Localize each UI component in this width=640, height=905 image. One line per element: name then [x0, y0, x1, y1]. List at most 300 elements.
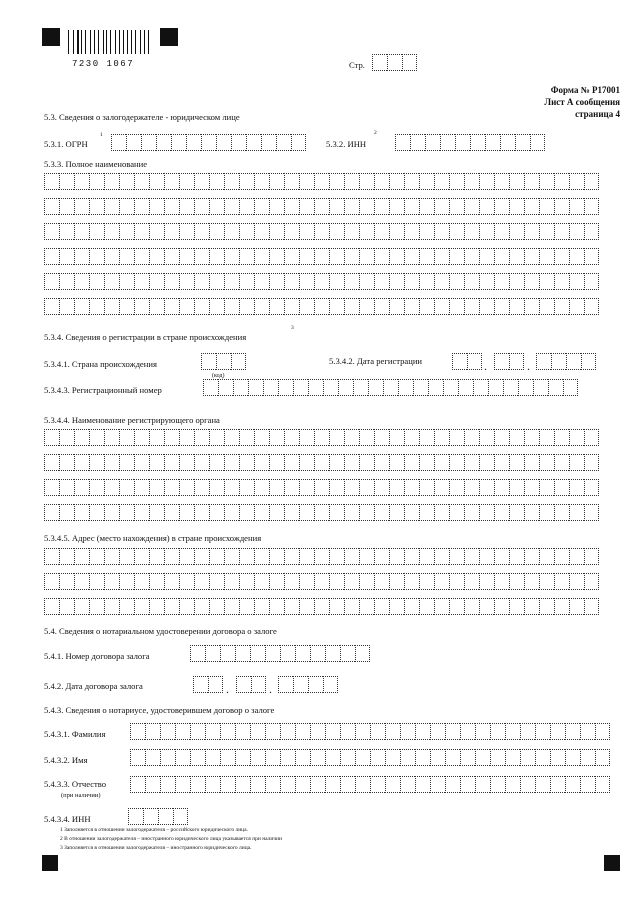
input-cell[interactable]	[74, 248, 89, 265]
input-cell[interactable]	[220, 645, 235, 662]
input-row[interactable]	[44, 598, 599, 615]
input-cell[interactable]	[239, 198, 254, 215]
input-cell[interactable]	[359, 198, 374, 215]
input-cell[interactable]	[44, 573, 59, 590]
input-cell[interactable]	[149, 454, 164, 471]
input-cell[interactable]	[269, 573, 284, 590]
input-cell[interactable]	[119, 273, 134, 290]
input-cell[interactable]	[458, 379, 473, 396]
input-cell[interactable]	[434, 248, 449, 265]
input-cell[interactable]	[494, 248, 509, 265]
input-cell[interactable]	[464, 273, 479, 290]
input-cell[interactable]	[449, 248, 464, 265]
input-cell[interactable]	[460, 723, 475, 740]
input-cell[interactable]	[130, 776, 145, 793]
input-cell[interactable]	[209, 298, 224, 315]
input-cell[interactable]	[374, 248, 389, 265]
input-cell[interactable]	[449, 223, 464, 240]
input-cell[interactable]	[44, 298, 59, 315]
input-cell[interactable]	[160, 776, 175, 793]
input-cell[interactable]	[569, 223, 584, 240]
input-cell[interactable]	[344, 598, 359, 615]
input-cell[interactable]	[194, 479, 209, 496]
input-cell[interactable]	[224, 429, 239, 446]
input-cell[interactable]	[314, 223, 329, 240]
input-cell[interactable]	[250, 749, 265, 766]
input-cell[interactable]	[509, 429, 524, 446]
input-cell[interactable]	[372, 54, 387, 71]
input-cell[interactable]	[263, 379, 278, 396]
input-cell[interactable]	[488, 379, 503, 396]
input-cell[interactable]	[179, 504, 194, 521]
input-cell[interactable]	[359, 298, 374, 315]
input-cell[interactable]	[340, 776, 355, 793]
input-cell[interactable]	[235, 749, 250, 766]
input-cell[interactable]	[89, 479, 104, 496]
input-cell[interactable]	[415, 723, 430, 740]
input-cell[interactable]	[209, 223, 224, 240]
input-cell[interactable]	[239, 173, 254, 190]
input-cell[interactable]	[355, 776, 370, 793]
input-cell[interactable]	[584, 173, 599, 190]
input-cell[interactable]	[119, 573, 134, 590]
input-cell[interactable]	[280, 776, 295, 793]
input-cell[interactable]	[239, 548, 254, 565]
input-cell[interactable]	[156, 134, 171, 151]
input-cell[interactable]	[299, 298, 314, 315]
input-row[interactable]	[44, 504, 599, 521]
input-cell[interactable]	[494, 573, 509, 590]
input-cell[interactable]	[554, 223, 569, 240]
input-cell[interactable]	[569, 273, 584, 290]
input-cell[interactable]	[74, 198, 89, 215]
input-cell[interactable]	[149, 173, 164, 190]
input-cell[interactable]	[464, 173, 479, 190]
input-cell[interactable]	[387, 54, 402, 71]
input-cell[interactable]	[224, 173, 239, 190]
input-cell[interactable]	[179, 573, 194, 590]
input-cell[interactable]	[509, 504, 524, 521]
input-cell[interactable]	[239, 573, 254, 590]
input-cell[interactable]	[111, 134, 126, 151]
input-cell[interactable]	[269, 223, 284, 240]
input-cell[interactable]	[569, 429, 584, 446]
input-cell[interactable]	[359, 598, 374, 615]
input-cell[interactable]	[314, 504, 329, 521]
input-cell[interactable]	[479, 573, 494, 590]
input-cell[interactable]	[344, 454, 359, 471]
input-cell[interactable]	[89, 223, 104, 240]
input-cell[interactable]	[548, 379, 563, 396]
input-cell[interactable]	[251, 676, 266, 693]
input-cell[interactable]	[449, 548, 464, 565]
input-cell[interactable]	[299, 173, 314, 190]
input-row[interactable]	[44, 223, 599, 240]
input-cell[interactable]	[164, 198, 179, 215]
input-cell[interactable]	[314, 298, 329, 315]
input-cell[interactable]	[494, 429, 509, 446]
input-cell[interactable]	[104, 573, 119, 590]
input-cell[interactable]	[194, 273, 209, 290]
input-cell[interactable]	[419, 598, 434, 615]
input-cell[interactable]	[569, 504, 584, 521]
input-cell[interactable]	[190, 645, 205, 662]
input-cell[interactable]	[179, 548, 194, 565]
input-cell[interactable]	[385, 749, 400, 766]
input-cell[interactable]	[505, 776, 520, 793]
input-cell[interactable]	[224, 598, 239, 615]
input-cell[interactable]	[179, 223, 194, 240]
input-cell[interactable]	[205, 723, 220, 740]
input-cell[interactable]	[149, 504, 164, 521]
input-cell[interactable]	[160, 723, 175, 740]
input-cell[interactable]	[145, 749, 160, 766]
input-cell[interactable]	[554, 173, 569, 190]
input-cell[interactable]	[158, 808, 173, 825]
input-cell[interactable]	[595, 749, 610, 766]
input-cell[interactable]	[299, 223, 314, 240]
input-cell[interactable]	[368, 379, 383, 396]
input-cell[interactable]	[329, 248, 344, 265]
input-cell[interactable]	[584, 454, 599, 471]
input-cell[interactable]	[284, 248, 299, 265]
input-cell[interactable]	[410, 134, 425, 151]
input-cell[interactable]	[278, 676, 293, 693]
input-cell[interactable]	[74, 504, 89, 521]
input-cell[interactable]	[344, 573, 359, 590]
input-cell[interactable]	[194, 573, 209, 590]
input-cell[interactable]	[485, 134, 500, 151]
input-cell[interactable]	[584, 429, 599, 446]
input-cell[interactable]	[539, 223, 554, 240]
input-cell[interactable]	[434, 298, 449, 315]
input-cell[interactable]	[539, 248, 554, 265]
input-cell[interactable]	[509, 198, 524, 215]
input-cell[interactable]	[449, 504, 464, 521]
input-cell[interactable]	[509, 248, 524, 265]
input-cell[interactable]	[89, 504, 104, 521]
input-cell[interactable]	[434, 598, 449, 615]
input-cell[interactable]	[190, 749, 205, 766]
input-cell[interactable]	[329, 573, 344, 590]
input-cell[interactable]	[216, 134, 231, 151]
input-cell[interactable]	[194, 598, 209, 615]
input-row[interactable]	[44, 198, 599, 215]
input-cell[interactable]	[74, 298, 89, 315]
input-cell[interactable]	[104, 548, 119, 565]
input-cell[interactable]	[449, 454, 464, 471]
input-cell[interactable]	[434, 273, 449, 290]
input-cell[interactable]	[299, 273, 314, 290]
input-cell[interactable]	[584, 248, 599, 265]
input-cell[interactable]	[59, 198, 74, 215]
input-cell[interactable]	[254, 598, 269, 615]
input-cell[interactable]	[134, 598, 149, 615]
input-cell[interactable]	[314, 429, 329, 446]
input-cell[interactable]	[355, 723, 370, 740]
input-cell[interactable]	[104, 198, 119, 215]
input-cell[interactable]	[404, 198, 419, 215]
input-cell[interactable]	[374, 223, 389, 240]
input-cell[interactable]	[569, 298, 584, 315]
input-cell[interactable]	[224, 298, 239, 315]
input-row[interactable]	[44, 454, 599, 471]
input-cell[interactable]	[490, 749, 505, 766]
input-cell[interactable]	[455, 134, 470, 151]
input-cell[interactable]	[314, 198, 329, 215]
registration-date-month-field[interactable]	[494, 353, 524, 370]
input-cell[interactable]	[130, 749, 145, 766]
input-cell[interactable]	[179, 598, 194, 615]
input-cell[interactable]	[74, 273, 89, 290]
input-cell[interactable]	[344, 504, 359, 521]
input-cell[interactable]	[164, 173, 179, 190]
input-cell[interactable]	[44, 479, 59, 496]
input-cell[interactable]	[355, 645, 370, 662]
input-cell[interactable]	[554, 548, 569, 565]
input-cell[interactable]	[164, 548, 179, 565]
input-cell[interactable]	[314, 273, 329, 290]
input-cell[interactable]	[265, 776, 280, 793]
input-cell[interactable]	[569, 173, 584, 190]
input-cell[interactable]	[218, 379, 233, 396]
input-cell[interactable]	[179, 198, 194, 215]
input-row[interactable]	[44, 298, 599, 315]
input-cell[interactable]	[430, 776, 445, 793]
notary-inn-field[interactable]	[128, 808, 188, 825]
input-cell[interactable]	[475, 776, 490, 793]
input-cell[interactable]	[353, 379, 368, 396]
input-cell[interactable]	[494, 223, 509, 240]
input-cell[interactable]	[479, 548, 494, 565]
input-cell[interactable]	[440, 134, 455, 151]
input-cell[interactable]	[239, 504, 254, 521]
input-cell[interactable]	[434, 548, 449, 565]
input-cell[interactable]	[89, 454, 104, 471]
input-cell[interactable]	[299, 479, 314, 496]
input-cell[interactable]	[134, 504, 149, 521]
input-cell[interactable]	[149, 573, 164, 590]
input-cell[interactable]	[233, 379, 248, 396]
input-cell[interactable]	[430, 723, 445, 740]
input-cell[interactable]	[500, 134, 515, 151]
input-cell[interactable]	[413, 379, 428, 396]
input-cell[interactable]	[539, 298, 554, 315]
input-cell[interactable]	[284, 454, 299, 471]
input-cell[interactable]	[329, 298, 344, 315]
input-cell[interactable]	[220, 723, 235, 740]
input-cell[interactable]	[269, 173, 284, 190]
input-cell[interactable]	[323, 676, 338, 693]
input-cell[interactable]	[254, 573, 269, 590]
input-cell[interactable]	[584, 573, 599, 590]
input-cell[interactable]	[404, 548, 419, 565]
input-cell[interactable]	[205, 645, 220, 662]
input-cell[interactable]	[539, 173, 554, 190]
input-cell[interactable]	[235, 723, 250, 740]
input-cell[interactable]	[434, 198, 449, 215]
input-cell[interactable]	[278, 379, 293, 396]
input-cell[interactable]	[208, 676, 223, 693]
input-cell[interactable]	[449, 598, 464, 615]
input-cell[interactable]	[400, 776, 415, 793]
input-cell[interactable]	[428, 379, 443, 396]
notary-surname-field[interactable]	[130, 723, 610, 740]
input-cell[interactable]	[128, 808, 143, 825]
input-cell[interactable]	[509, 298, 524, 315]
input-cell[interactable]	[479, 173, 494, 190]
input-cell[interactable]	[209, 479, 224, 496]
input-cell[interactable]	[141, 134, 156, 151]
input-cell[interactable]	[119, 548, 134, 565]
input-cell[interactable]	[479, 598, 494, 615]
input-cell[interactable]	[434, 429, 449, 446]
input-cell[interactable]	[179, 273, 194, 290]
input-cell[interactable]	[194, 223, 209, 240]
input-cell[interactable]	[134, 479, 149, 496]
input-row[interactable]	[44, 429, 599, 446]
input-cell[interactable]	[554, 429, 569, 446]
input-cell[interactable]	[254, 479, 269, 496]
notary-name-field[interactable]	[130, 749, 610, 766]
input-cell[interactable]	[359, 223, 374, 240]
input-cell[interactable]	[314, 479, 329, 496]
input-cell[interactable]	[194, 198, 209, 215]
input-cell[interactable]	[452, 353, 467, 370]
input-cell[interactable]	[524, 198, 539, 215]
input-cell[interactable]	[344, 429, 359, 446]
input-cell[interactable]	[389, 479, 404, 496]
input-cell[interactable]	[595, 776, 610, 793]
input-cell[interactable]	[449, 479, 464, 496]
input-cell[interactable]	[494, 198, 509, 215]
input-cell[interactable]	[89, 548, 104, 565]
input-cell[interactable]	[383, 379, 398, 396]
input-cell[interactable]	[254, 548, 269, 565]
input-cell[interactable]	[220, 776, 235, 793]
input-cell[interactable]	[205, 749, 220, 766]
input-cell[interactable]	[224, 198, 239, 215]
input-cell[interactable]	[254, 504, 269, 521]
input-cell[interactable]	[479, 479, 494, 496]
input-cell[interactable]	[434, 454, 449, 471]
input-cell[interactable]	[74, 573, 89, 590]
input-cell[interactable]	[299, 598, 314, 615]
input-cell[interactable]	[265, 749, 280, 766]
input-cell[interactable]	[464, 298, 479, 315]
input-cell[interactable]	[190, 776, 205, 793]
input-cell[interactable]	[464, 223, 479, 240]
input-cell[interactable]	[145, 723, 160, 740]
input-cell[interactable]	[449, 198, 464, 215]
input-cell[interactable]	[246, 134, 261, 151]
input-cell[interactable]	[565, 776, 580, 793]
input-cell[interactable]	[535, 749, 550, 766]
input-cell[interactable]	[494, 454, 509, 471]
input-cell[interactable]	[554, 479, 569, 496]
input-cell[interactable]	[475, 723, 490, 740]
input-cell[interactable]	[425, 134, 440, 151]
input-cell[interactable]	[194, 548, 209, 565]
input-cell[interactable]	[344, 173, 359, 190]
input-cell[interactable]	[265, 723, 280, 740]
input-cell[interactable]	[550, 749, 565, 766]
input-cell[interactable]	[89, 173, 104, 190]
input-cell[interactable]	[389, 429, 404, 446]
input-cell[interactable]	[329, 548, 344, 565]
input-cell[interactable]	[355, 749, 370, 766]
input-cell[interactable]	[370, 723, 385, 740]
input-cell[interactable]	[201, 353, 216, 370]
input-cell[interactable]	[205, 776, 220, 793]
input-cell[interactable]	[310, 645, 325, 662]
input-cell[interactable]	[473, 379, 488, 396]
input-cell[interactable]	[374, 598, 389, 615]
input-cell[interactable]	[479, 198, 494, 215]
input-cell[interactable]	[509, 223, 524, 240]
input-cell[interactable]	[374, 198, 389, 215]
input-cell[interactable]	[164, 454, 179, 471]
input-cell[interactable]	[434, 573, 449, 590]
input-cell[interactable]	[419, 573, 434, 590]
input-cell[interactable]	[284, 598, 299, 615]
input-cell[interactable]	[509, 454, 524, 471]
input-cell[interactable]	[515, 134, 530, 151]
input-cell[interactable]	[569, 248, 584, 265]
input-cell[interactable]	[535, 776, 550, 793]
input-cell[interactable]	[59, 273, 74, 290]
input-cell[interactable]	[524, 548, 539, 565]
input-cell[interactable]	[434, 173, 449, 190]
input-cell[interactable]	[464, 573, 479, 590]
input-cell[interactable]	[119, 479, 134, 496]
input-cell[interactable]	[44, 173, 59, 190]
country-code-field[interactable]	[201, 353, 246, 370]
input-cell[interactable]	[374, 548, 389, 565]
input-cell[interactable]	[419, 548, 434, 565]
input-cell[interactable]	[569, 598, 584, 615]
input-cell[interactable]	[340, 723, 355, 740]
input-cell[interactable]	[314, 598, 329, 615]
input-cell[interactable]	[494, 598, 509, 615]
input-cell[interactable]	[179, 479, 194, 496]
input-cell[interactable]	[494, 298, 509, 315]
input-cell[interactable]	[389, 273, 404, 290]
input-cell[interactable]	[419, 173, 434, 190]
input-cell[interactable]	[569, 573, 584, 590]
input-cell[interactable]	[295, 776, 310, 793]
input-cell[interactable]	[434, 504, 449, 521]
input-cell[interactable]	[295, 723, 310, 740]
input-cell[interactable]	[419, 298, 434, 315]
input-cell[interactable]	[554, 298, 569, 315]
input-cell[interactable]	[89, 273, 104, 290]
input-cell[interactable]	[179, 248, 194, 265]
input-cell[interactable]	[149, 248, 164, 265]
input-cell[interactable]	[254, 298, 269, 315]
input-cell[interactable]	[179, 298, 194, 315]
input-cell[interactable]	[584, 504, 599, 521]
input-cell[interactable]	[104, 479, 119, 496]
input-cell[interactable]	[314, 248, 329, 265]
input-cell[interactable]	[329, 429, 344, 446]
input-cell[interactable]	[280, 749, 295, 766]
input-cell[interactable]	[595, 723, 610, 740]
input-cell[interactable]	[299, 573, 314, 590]
input-cell[interactable]	[329, 454, 344, 471]
input-cell[interactable]	[308, 379, 323, 396]
input-cell[interactable]	[419, 429, 434, 446]
